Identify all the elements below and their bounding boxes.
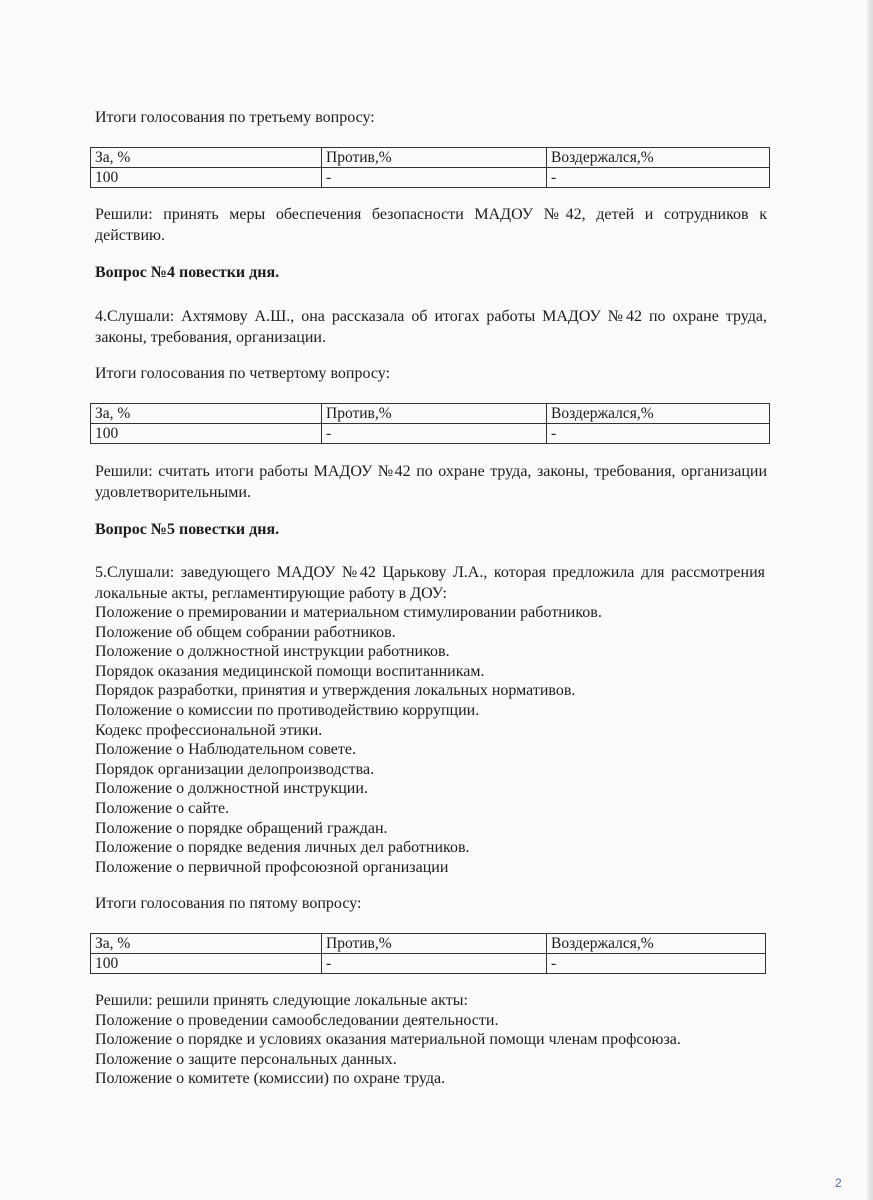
vote-title-q5: Итоги голосования по пятому вопросу:: [95, 895, 362, 912]
list-item: Положение о Наблюдательном совете.: [95, 741, 356, 759]
list-item: Положение о комитете (комиссии) по охране труда.: [95, 1070, 446, 1088]
heard-q4: 4.Слушали: Ахтямову А.Ш., она рассказала об итогах работы МАДОУ №42 по охране труда, законы, требования, организации.: [95, 308, 767, 346]
decision-intro: Решили: решили принять следующие локальные акты:: [95, 992, 468, 1009]
value-for: 100: [91, 168, 322, 188]
heard-q5: 5.Слушали: заведующего МАДОУ №42 Царькову Л.А., которая предложила для рассмотрения локальные акты, регламентирующие работу в ДОУ:: [95, 564, 765, 602]
list-item: Порядок оказания медицинской помощи воспитанникам.: [95, 662, 485, 680]
header-for: За, %: [91, 404, 322, 424]
list-item: Положение о должностной инструкции.: [95, 780, 368, 798]
vote-title-q4: Итоги голосования по четвертому вопросу:: [95, 365, 391, 382]
page-number: 2: [835, 1176, 842, 1190]
scan-edge: [867, 0, 873, 1200]
list-item: Положение о премировании и материальном стимулировании работников.: [95, 604, 602, 621]
vote-table-q3: [90, 147, 770, 188]
list-item: Положение о сайте.: [95, 799, 230, 817]
list-item: Положение о порядке ведения личных дел работников.: [95, 839, 470, 857]
list-item: Положение о порядке и условиях оказания материальной помощи членам профсоюза.: [95, 1031, 681, 1049]
list-item: Положение об общем собрании работников.: [95, 623, 396, 641]
value-for: 100: [91, 954, 322, 974]
value-against: -: [322, 424, 547, 444]
header-abstain: Воздержался,%: [547, 934, 766, 954]
value-against: -: [322, 168, 547, 188]
heading-q5: Вопрос №5 повестки дня.: [95, 521, 280, 538]
list-item: Положение о проведении самообследовании деятельности.: [95, 1011, 499, 1029]
value-against: -: [322, 954, 547, 974]
decision-q3: Решили: принять меры обеспечения безопасности МАДОУ №42, детей и сотрудников к действию.: [95, 206, 767, 244]
header-against: Против,%: [322, 934, 547, 954]
list-item: Положение о защите персональных данных.: [95, 1050, 397, 1068]
value-for: 100: [91, 424, 322, 444]
vote-title-q3: Итоги голосования по третьему вопросу:: [95, 109, 375, 126]
header-abstain: Воздержался,%: [547, 148, 770, 168]
list-item: Положение о должностной инструкции работников.: [95, 643, 450, 661]
vote-table-q4: [90, 403, 770, 444]
accepted-acts-list: [95, 1011, 767, 1089]
header-abstain: Воздержался,%: [547, 404, 770, 424]
header-for: За, %: [91, 148, 322, 168]
list-item: Положение о комиссии по противодействию коррупции.: [95, 701, 480, 719]
value-abstain: -: [547, 168, 770, 188]
value-abstain: -: [547, 424, 770, 444]
list-item: Положение о первичной профсоюзной организации: [95, 858, 449, 876]
header-against: Против,%: [322, 404, 547, 424]
header-against: Против,%: [322, 148, 547, 168]
list-item: Кодекс профессиональной этики.: [95, 721, 323, 739]
heading-q4: Вопрос №4 повестки дня.: [95, 264, 280, 281]
acts-list: [95, 603, 767, 877]
list-item: Положение о порядке обращений граждан.: [95, 819, 388, 837]
list-item: Порядок организации делопроизводства.: [95, 760, 375, 778]
header-for: За, %: [91, 934, 322, 954]
value-abstain: -: [547, 954, 766, 974]
list-item: Порядок разработки, принятия и утверждения локальных нормативов.: [95, 682, 576, 700]
decision-q5: [95, 991, 767, 1089]
decision-q4: Решили: считать итоги работы МАДОУ №42 по охране труда, законы, требования, организации удовлетворительными.: [95, 463, 767, 501]
vote-table-q5: [90, 933, 766, 974]
